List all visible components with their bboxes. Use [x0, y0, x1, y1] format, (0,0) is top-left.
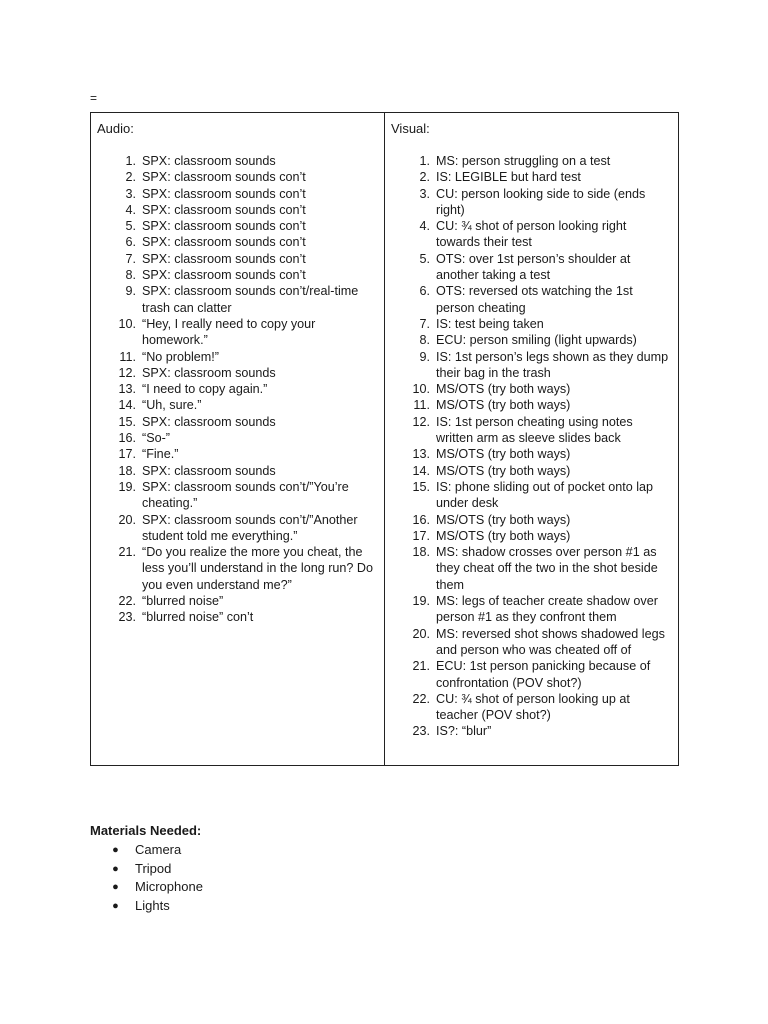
audio-item-text: “Hey, I really need to copy your homework.”	[142, 316, 316, 348]
bullet-icon: ●	[112, 862, 119, 875]
audio-item-text: SPX: classroom sounds con’t	[142, 202, 306, 217]
visual-item-number: 3.	[419, 186, 430, 201]
audio-item	[97, 544, 376, 593]
audio-item-text: “So-”	[142, 431, 170, 446]
audio-item-number: 1.	[125, 154, 136, 168]
audio-item	[97, 365, 376, 381]
audio-item-text: “I need to copy again.”	[142, 382, 268, 397]
audio-item-number: 14.	[118, 398, 136, 413]
visual-item	[391, 658, 672, 691]
audio-item-text: SPX: classroom sounds con’t	[142, 186, 306, 201]
visual-item	[391, 414, 672, 447]
visual-item-number: 7.	[419, 316, 430, 331]
audio-item-text: SPX: classroom sounds	[142, 365, 276, 380]
visual-item-text: MS: legs of teacher create shadow over person #1 as they confront them	[436, 594, 658, 625]
audio-item	[97, 446, 376, 462]
bullet-icon: ●	[112, 844, 119, 856]
shot-script-table	[90, 112, 679, 766]
materials-item-text: Tripod	[135, 860, 172, 876]
visual-item-number: 21.	[412, 659, 430, 674]
audio-item-number: 23.	[118, 610, 136, 625]
audio-item-number: 11.	[119, 349, 136, 364]
visual-item-text: ECU: person smiling (light upwards)	[436, 333, 637, 348]
visual-item-number: 12.	[412, 414, 430, 429]
audio-item-text: SPX: classroom sounds con’t	[142, 268, 306, 283]
audio-item-text: “Fine.”	[142, 447, 179, 462]
visual-item	[391, 528, 672, 544]
visual-item	[391, 544, 672, 593]
audio-item-text: “No problem!”	[142, 349, 219, 364]
visual-item	[391, 251, 672, 284]
audio-item	[97, 251, 376, 267]
visual-item-number: 16.	[412, 512, 430, 527]
audio-column	[91, 113, 385, 765]
visual-item	[391, 479, 672, 512]
audio-item	[97, 479, 376, 512]
section-marker: =	[90, 91, 98, 105]
audio-item-text: SPX: classroom sounds	[142, 414, 276, 429]
materials-item	[90, 897, 203, 916]
visual-item	[391, 186, 672, 219]
visual-item-text: CU: ¾ shot of person looking right towards their test	[436, 219, 627, 250]
visual-item-number: 19.	[412, 594, 430, 609]
visual-item-text: IS: phone sliding out of pocket onto lap under desk	[436, 479, 654, 511]
visual-item-text: MS/OTS (try both ways)	[436, 398, 571, 413]
visual-item	[391, 397, 672, 413]
audio-item-number: 8.	[125, 268, 136, 283]
audio-item	[97, 153, 376, 169]
audio-item-number: 18.	[118, 463, 136, 478]
visual-item-text: MS: person struggling on a test	[436, 154, 611, 168]
visual-item-text: OTS: reversed ots watching the 1st person cheating	[436, 284, 633, 315]
visual-item	[391, 381, 672, 397]
visual-item-text: IS?: “blur”	[436, 724, 492, 739]
audio-item-number: 2.	[125, 170, 136, 185]
visual-item-number: 8.	[419, 333, 430, 348]
materials-item	[90, 878, 203, 897]
audio-item	[97, 349, 376, 365]
visual-item	[391, 169, 672, 185]
audio-item-number: 10.	[118, 316, 136, 331]
audio-item-number: 6.	[125, 235, 136, 250]
audio-item-text: SPX: classroom sounds con’t	[142, 219, 306, 234]
audio-item-number: 17.	[118, 447, 136, 462]
visual-item-number: 1.	[419, 154, 430, 168]
visual-column	[385, 113, 678, 765]
audio-item	[97, 169, 376, 185]
audio-item-text: SPX: classroom sounds con’t	[142, 251, 306, 266]
visual-item-text: OTS: over 1st person’s shoulder at another taking a test	[436, 251, 631, 283]
visual-item	[391, 593, 672, 626]
visual-item-number: 14.	[412, 463, 430, 478]
audio-item-text: SPX: classroom sounds con’t	[142, 235, 306, 250]
audio-item-text: “blurred noise”	[142, 594, 224, 609]
visual-heading: Visual:	[391, 121, 430, 136]
visual-item-text: IS: test being taken	[436, 316, 544, 331]
audio-item-number: 20.	[118, 512, 136, 527]
audio-item	[97, 267, 376, 283]
audio-item	[97, 609, 376, 625]
visual-item	[391, 349, 672, 382]
materials-section	[90, 822, 203, 915]
visual-item-number: 23.	[412, 724, 430, 739]
audio-list	[97, 153, 376, 626]
visual-item-number: 6.	[419, 284, 430, 299]
visual-item-number: 15.	[412, 479, 430, 494]
visual-item-number: 18.	[412, 545, 430, 560]
audio-item-number: 19.	[118, 479, 136, 494]
visual-item-text: MS/OTS (try both ways)	[436, 463, 571, 478]
visual-item-text: CU: ¾ shot of person looking up at teacher (POV shot?)	[436, 691, 630, 723]
visual-item-text: MS/OTS (try both ways)	[436, 512, 571, 527]
audio-item	[97, 381, 376, 397]
bullet-icon: ●	[112, 899, 119, 912]
materials-item-text: Microphone	[135, 879, 203, 894]
materials-title: Materials Needed:	[90, 823, 202, 838]
visual-item-number: 4.	[419, 219, 430, 234]
audio-item	[97, 202, 376, 218]
visual-item-text: IS: 1st person cheating using notes written arm as sleeve slides back	[436, 414, 633, 446]
audio-item-number: 7.	[125, 251, 136, 266]
visual-item-number: 2.	[419, 170, 430, 185]
visual-item-text: IS: 1st person’s legs shown as they dump their bag in the trash	[436, 349, 669, 380]
visual-item	[391, 283, 672, 316]
audio-item	[97, 463, 376, 479]
audio-item	[97, 234, 376, 250]
audio-item-text: “blurred noise” con’t	[142, 610, 254, 625]
audio-item-text: SPX: classroom sounds	[142, 154, 276, 168]
audio-item	[97, 283, 376, 316]
visual-item-number: 11.	[413, 398, 430, 413]
audio-item-text: “Uh, sure.”	[142, 398, 202, 413]
audio-item-text: SPX: classroom sounds con’t/”Another student told me everything.”	[142, 512, 358, 543]
visual-item-number: 17.	[412, 528, 430, 543]
visual-item-number: 10.	[412, 382, 430, 397]
materials-item-text: Camera	[135, 842, 182, 857]
visual-item-text: MS/OTS (try both ways)	[436, 382, 571, 397]
visual-item-text: MS/OTS (try both ways)	[436, 447, 571, 462]
visual-item-number: 13.	[412, 447, 430, 462]
audio-item-text: SPX: classroom sounds con’t	[142, 170, 306, 185]
audio-item	[97, 316, 376, 349]
visual-item	[391, 723, 672, 739]
audio-item	[97, 218, 376, 234]
visual-item-text: MS: reversed shot shows shadowed legs and person who was cheated off of	[436, 626, 665, 657]
visual-item	[391, 153, 672, 169]
audio-item	[97, 512, 376, 545]
audio-item	[97, 593, 376, 609]
audio-item-number: 5.	[125, 219, 136, 234]
audio-item-text: “Do you realize the more you cheat, the less you’ll understand in the long run? Do you even understand me?”	[142, 545, 374, 592]
materials-item-text: Lights	[135, 897, 170, 913]
visual-item-text: IS: LEGIBLE but hard test	[436, 170, 581, 185]
audio-item-number: 3.	[125, 186, 136, 201]
audio-item-number: 16.	[118, 431, 136, 446]
audio-item-text: SPX: classroom sounds	[142, 463, 276, 478]
audio-item-number: 15.	[118, 414, 136, 429]
bullet-icon: ●	[112, 881, 119, 893]
audio-item-number: 22.	[118, 594, 136, 609]
visual-item-number: 9.	[419, 349, 430, 364]
visual-item-number: 5.	[419, 251, 430, 266]
audio-item	[97, 430, 376, 446]
audio-item-number: 21.	[118, 545, 136, 560]
audio-item	[97, 397, 376, 413]
audio-item-number: 9.	[125, 284, 136, 299]
audio-item-number: 4.	[125, 202, 136, 217]
materials-item	[90, 841, 203, 860]
audio-item	[97, 186, 376, 202]
visual-item-number: 22.	[412, 691, 430, 706]
visual-list	[391, 153, 672, 740]
audio-item-text: SPX: classroom sounds con’t/”You’re cheating.”	[142, 479, 349, 511]
audio-heading: Audio:	[97, 121, 134, 136]
audio-item	[97, 414, 376, 430]
visual-item	[391, 316, 672, 332]
visual-item-text: CU: person looking side to side (ends right)	[436, 186, 646, 217]
visual-item-text: MS: shadow crosses over person #1 as they cheat off the two in the shot beside them	[436, 545, 658, 592]
visual-item	[391, 446, 672, 462]
visual-item-number: 20.	[412, 626, 430, 641]
audio-item-text: SPX: classroom sounds con’t/real-time trash can clatter	[142, 284, 359, 315]
visual-item	[391, 218, 672, 251]
visual-item	[391, 463, 672, 479]
visual-item	[391, 691, 672, 724]
audio-item-number: 13.	[118, 382, 136, 397]
visual-item	[391, 512, 672, 528]
materials-item	[90, 860, 203, 879]
visual-item-text: MS/OTS (try both ways)	[436, 528, 571, 543]
visual-item-text: ECU: 1st person panicking because of confrontation (POV shot?)	[436, 659, 651, 690]
visual-item	[391, 626, 672, 659]
audio-item-number: 12.	[118, 365, 136, 380]
visual-item	[391, 332, 672, 348]
materials-list	[90, 841, 203, 915]
